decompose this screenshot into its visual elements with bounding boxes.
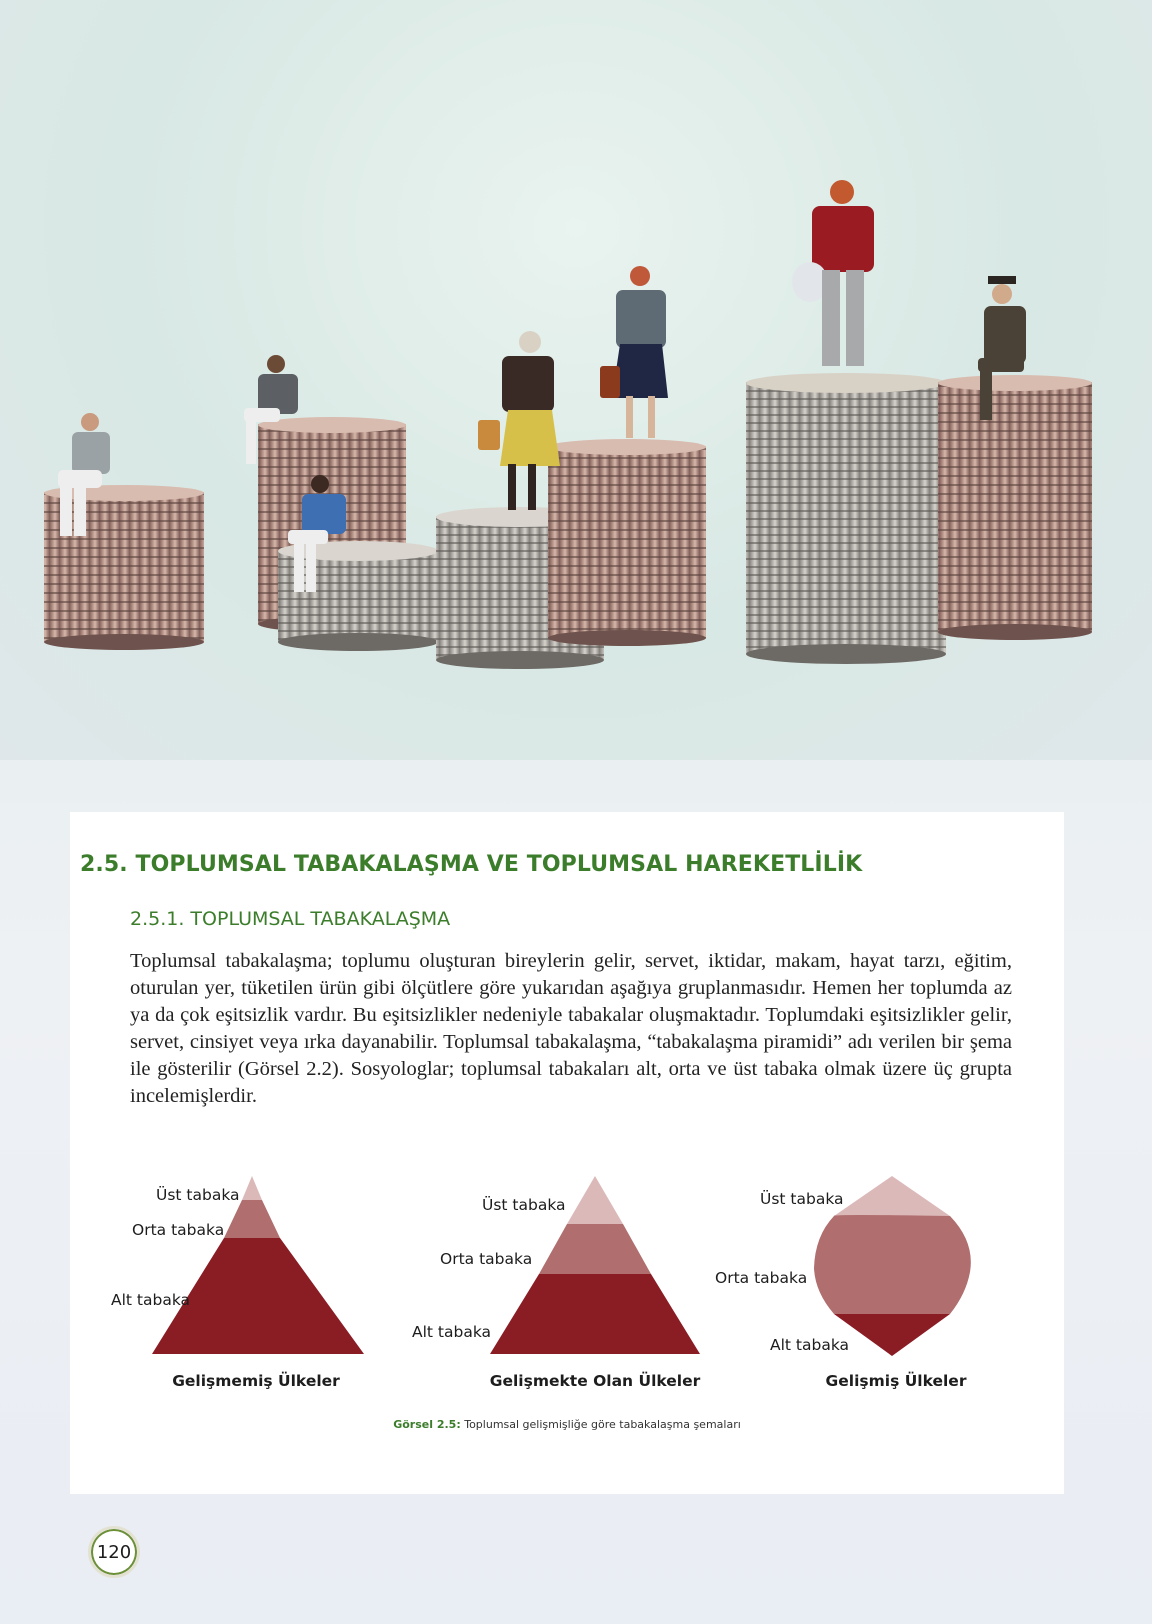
diamond-caption: Gelişmiş Ülkeler [825, 1372, 967, 1390]
pyramid1-upper-label: Üst tabaka [156, 1186, 240, 1204]
pyramid2-lower-layer [490, 1274, 700, 1354]
diamond-middle-layer [814, 1215, 971, 1314]
page-number: 120 [88, 1526, 140, 1578]
section-title: 2.5. TOPLUMSAL TABAKALAŞMA VE TOPLUMSAL HAREKETLİLİK [80, 852, 863, 877]
stratification-diagrams [70, 812, 1064, 1494]
coin-stack-5 [548, 439, 706, 646]
diamond-upper-label: Üst tabaka [760, 1190, 844, 1208]
body-paragraph: Toplumsal tabakalaşma; toplumu oluşturan bireylerin gelir, servet, iktidar, makam, hayat tarzı, eğitim, oturulan yer, tüketilen ürün gibi ölçütlere göre yukarıdan aşağıya gruplanmasıdır. Hemen her toplumda az ya da çok eşitsizlik vardır. Bu eşitsizlikler nedeniyle tabakalar oluşmaktadır. Toplumdaki eşitsizlikler gelir, servet, cinsiyet veya ırka dayanabilir. Toplumsal tabakalaşma, “tabakalaşma piramidi” adı verilen bir şema ile gösterilir (Görsel 2.2). Sosyologlar; toplumsal tabakaları alt, orta ve üst tabaka olmak üzere üç grupta incelemişlerdir. [130, 950, 1012, 1107]
pyramid2-caption: Gelişmekte Olan Ülkeler [489, 1372, 701, 1390]
diamond-developed [715, 1176, 971, 1390]
pyramid-developing [412, 1176, 701, 1390]
pyramid1-middle-label: Orta tabaka [132, 1221, 225, 1239]
pyramid1-lower-label: Alt tabaka [111, 1291, 191, 1309]
figure-caption-text: Toplumsal gelişmişliğe göre tabakalaşma şemaları [460, 1418, 741, 1431]
figure-caption-key: Görsel 2.5: [393, 1418, 461, 1431]
diamond-upper-layer [834, 1176, 950, 1216]
coin-stack-6 [746, 373, 946, 664]
subsection-title: 2.5.1. TOPLUMSAL TABAKALAŞMA [130, 908, 451, 930]
diamond-middle-label: Orta tabaka [715, 1269, 808, 1287]
pyramid2-middle-label: Orta tabaka [440, 1250, 533, 1268]
content-card [70, 812, 1064, 1494]
figure-caption [70, 1418, 1064, 1431]
hero-photo [0, 0, 1152, 760]
diamond-lower-label: Alt tabaka [770, 1336, 850, 1354]
pyramid2-lower-label: Alt tabaka [412, 1323, 492, 1341]
pyramid1-upper-layer [242, 1176, 262, 1200]
diamond-lower-layer [834, 1314, 950, 1356]
pyramid1-caption: Gelişmemiş Ülkeler [172, 1372, 340, 1390]
pyramid2-upper-label: Üst tabaka [482, 1196, 566, 1214]
figure-elderly-woman-yellow [478, 331, 560, 510]
figure-woman-navy-dress [600, 266, 668, 438]
pyramid1-middle-layer [224, 1200, 280, 1238]
figure-man-red-shirt [792, 180, 874, 366]
pyramid2-upper-layer [567, 1176, 623, 1224]
pyramid2-middle-layer [539, 1224, 651, 1274]
coin-stack-7 [938, 375, 1092, 640]
coin-stacks-illustration [0, 0, 1152, 760]
pyramid-underdeveloped [111, 1176, 364, 1390]
